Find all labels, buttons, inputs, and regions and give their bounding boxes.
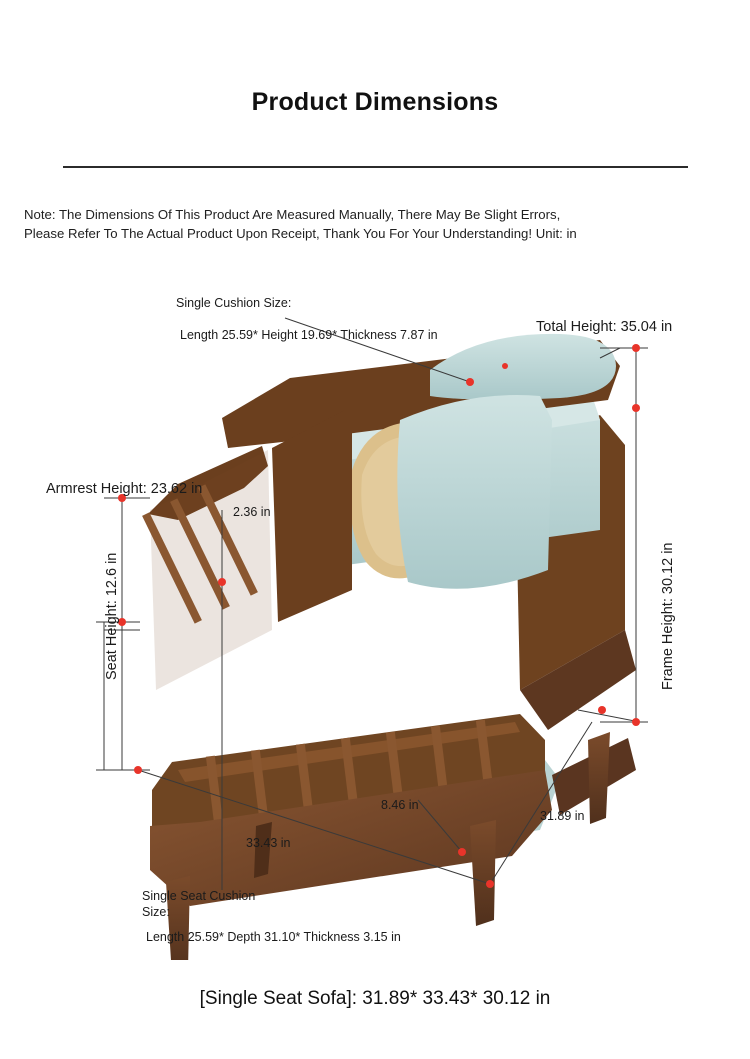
armrest-back-upright	[272, 410, 352, 622]
marker-frame-height-top	[632, 404, 640, 412]
sofa-body	[142, 334, 636, 960]
marker-cushion	[466, 378, 474, 386]
leg-back-right	[588, 732, 610, 824]
cushion-size-title: Single Cushion Size:	[176, 296, 292, 310]
leg-front-right	[470, 820, 496, 926]
title-divider	[63, 166, 688, 168]
back-bolster-marker	[502, 363, 508, 369]
marker-height-bottom	[632, 718, 640, 726]
marker-frame-bottom-right	[598, 706, 606, 714]
marker-leg-bottom	[458, 848, 466, 856]
marker-floor-front	[486, 880, 494, 888]
total-height-label: Total Height: 35.04 in	[536, 319, 673, 335]
seat-height-label: Seat Height: 12.6 in	[104, 552, 120, 680]
armrest-height-label: Armrest Height: 23.62 in	[46, 481, 203, 497]
measurement-note-line-2: Please Refer To The Actual Product Upon Receipt, Thank You For Your Understanding! Unit: in	[24, 226, 577, 241]
back-bolster-cushion	[430, 334, 616, 400]
marker-floor-left	[134, 766, 142, 774]
marker-total-height-top	[632, 344, 640, 352]
cushion-size-detail: Length 25.59* Height 19.69* Thickness 7.87 in	[180, 328, 438, 342]
page-title: Product Dimensions	[251, 88, 499, 116]
sofa-dimension-diagram	[0, 270, 750, 960]
frame-height-label: Frame Height: 30.12 in	[660, 542, 676, 690]
measurement-note-line-1: Note: The Dimensions Of This Product Are Measured Manually, There May Be Slight Errors,	[24, 207, 561, 222]
summary-footer: [Single Seat Sofa]: 31.89* 33.43* 30.12 in	[199, 988, 551, 1009]
measurement-note	[24, 205, 730, 243]
marker-armrest-thickness	[218, 578, 226, 586]
seat-cushion-title-line-2: Size:	[142, 905, 170, 919]
back-cushion-main	[397, 395, 552, 589]
seat-cushion-detail: Length 25.59* Depth 31.10* Thickness 3.15 in	[146, 930, 401, 944]
width-label: 33.43 in	[246, 836, 291, 850]
leg-height-label: 8.46 in	[381, 798, 419, 812]
seat-cushion-title-line-1: Single Seat Cushion	[142, 889, 256, 903]
armrest-thickness-label: 2.36 in	[233, 505, 271, 519]
depth-label: 31.89 in	[540, 809, 585, 823]
dim-depth-tick	[578, 710, 640, 722]
